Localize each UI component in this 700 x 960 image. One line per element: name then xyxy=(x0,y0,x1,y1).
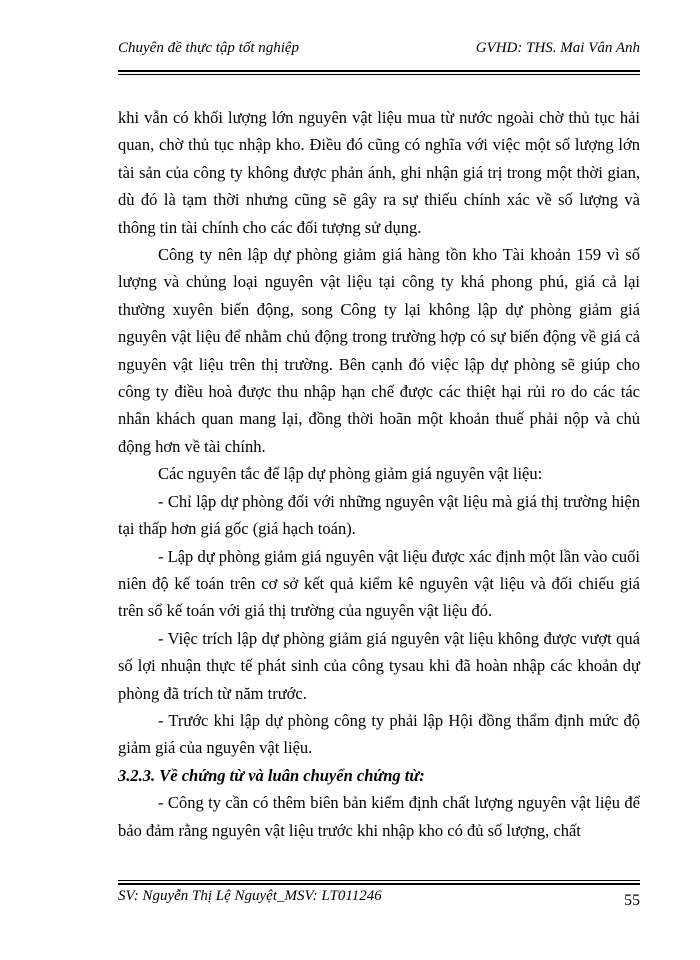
page-footer xyxy=(118,886,640,916)
page-number: 55 xyxy=(624,892,640,909)
paragraph-continuation: khi vẫn có khối lượng lớn nguyên vật liệu mua từ nước ngoài chờ thủ tục hải quan, chờ thủ tục nhập kho. Điều đó cũng có nghĩa với việc một số lượng lớn tài sản của công ty không được phản ánh, ghi nhận giá trị trong một thời gian, dù đó là tạm thời nhưng cũng sẽ gây ra sự thiếu chính xác về số lượng và thông tin tài chính cho các đối tượng sử dụng. xyxy=(118,108,640,237)
header-rule-thick xyxy=(118,70,640,72)
paragraph-principles-intro: Các nguyên tắc để lập dự phòng giảm giá nguyên vật liệu: xyxy=(158,464,543,484)
footer-rule-thick xyxy=(118,883,640,885)
list-item-principle-2: - Lập dự phòng giảm giá nguyên vật liệu được xác định một lần vào cuối niên độ kế toán trên cơ sở kết quả kiểm kê nguyên vật liệu và đối chiếu giá trên sổ kế toán với giá thị trường của nguyên vật liệu đó. xyxy=(118,546,640,621)
footer-student: SV: Nguyễn Thị Lệ Nguyệt_MSV: LT011246 xyxy=(118,888,382,904)
page-body xyxy=(118,104,640,844)
footer-rule-thin xyxy=(118,880,640,881)
header-rule-thin xyxy=(118,74,640,75)
list-item-principle-4: - Trước khi lập dự phòng công ty phải lập Hội đồng thẩm định mức độ giảm giá của nguyên vật liệu. xyxy=(118,710,640,758)
list-item-principle-1: - Chỉ lập dự phòng đối với những nguyên vật liệu mà giá thị trường hiện tại thấp hơn giá gốc (giá hạch toán). xyxy=(118,491,640,539)
header-title: Chuyên đề thực tập tốt nghiệp xyxy=(118,40,300,56)
page-header xyxy=(118,36,640,64)
paragraph-documents: - Công ty cần có thêm biên bản kiểm định chất lượng nguyên vật liệu để bảo đảm rằng nguyên vật liệu trước khi nhập kho có đủ số lượng, chất xyxy=(118,793,640,840)
header-advisor: GVHD: THS. Mai Vân Anh xyxy=(475,40,640,56)
paragraph-provision: Công ty nên lập dự phòng giảm giá hàng tồn kho Tài khoản 159 vì số lượng và chủng loại nguyên vật liệu tại công ty khá phong phú, giá cả lại thường xuyên biến động, song Công ty lại không lập dự phòng giảm giá nguyên vật liệu để nhằm chủ động trong trường hợp có sự biến động về giá cả nguyên vật liệu trên thị trường. Bên cạnh đó việc lập dự phòng sẽ giúp cho công ty điều hoà được thu nhập hạn chế được các thiệt hại rủi ro do các tác nhân khách quan mang lại, đồng thời hoãn một khoản thuế phải nộp và chủ động hơn về tài chính. xyxy=(118,245,640,456)
list-item-principle-3: - Việc trích lập dự phòng giảm giá nguyên vật liệu không được vượt quá số lợi nhuận thực tế phát sinh của công tysau khi đã hoàn nhập các khoản dự phòng đã trích từ năm trước. xyxy=(118,628,640,703)
section-heading: 3.2.3. Về chứng từ và luân chuyển chứng từ: xyxy=(118,765,425,785)
